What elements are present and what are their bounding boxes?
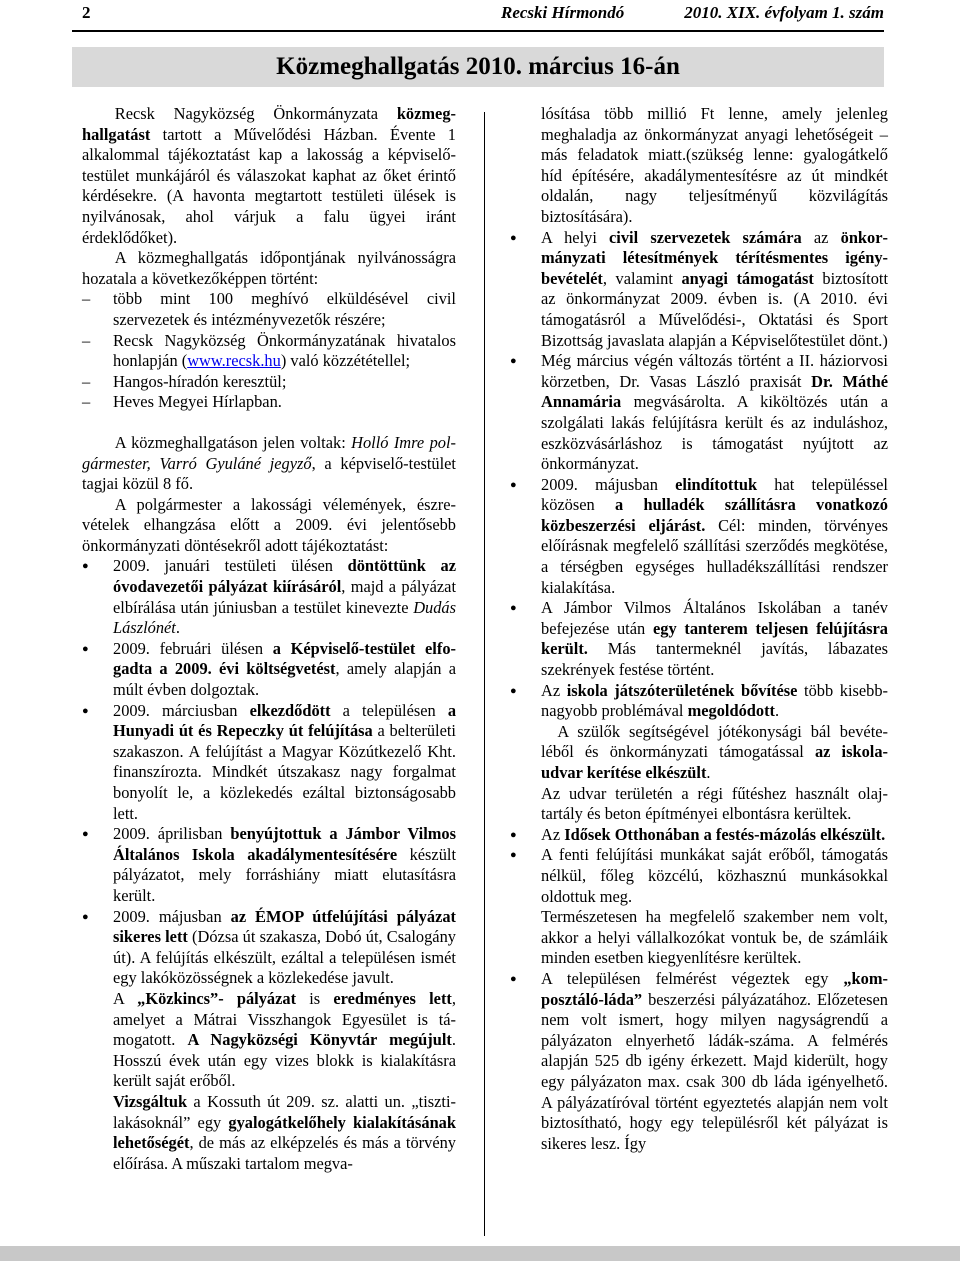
decision-item: ● 2009. májusban az ÉMOP útfelújítási pályázat sikeres lett (Dózsa út szakasza, Dobó út, Csalogány út). A felújítás elkészült, ezáltal a településen ismét egy lakóközösségnek a közlekedése javult. xyxy=(82,907,456,989)
footer-band xyxy=(0,1246,960,1261)
website-link[interactable]: www.recsk.hu xyxy=(187,351,281,371)
mayor-intro: A polgármester a lakossági vélemények, észrevételek elhangzása előtt a 2009. évi jelentősebb önkormányzati döntésekről adott tájékoztatást: xyxy=(82,494,456,555)
publication-title: Recski Hírmondó xyxy=(501,3,625,22)
article-title: Közmeghallgatás 2010. március 16-án xyxy=(72,47,884,87)
publicity-intro: A közmeghallgatás időpontjának nyilvánosságra hozatala a következőképpen történt: xyxy=(82,248,456,288)
decision-item: ● 2009. januári testületi ülésen döntöttünk az óvodavezetői pályázat kiírásáról, majd a pályázat elbírálása után júniusban a testület kinevezte Dudás Lászlónét. xyxy=(82,556,456,638)
right-item: ● Még március végén változás történt a II. háziorvosi körzetben, Dr. Vasas László praxisát Dr. Máthé Annamária megvásárolta. A kiköltözés után a szolgálati lakás felújításra került és az induláshoz, eszközvásárláshoz is támogatást nyújtott az önkormányzat. xyxy=(510,351,888,475)
publicity-list xyxy=(82,289,456,413)
playground-paragraph: A szülők segítségével jótékonysági bál bevételéből és önkormányzati támogatással az iskolaudvar kerítése elkészült. xyxy=(541,721,889,782)
decision-continuation-paragraph: A „Közkincs”- pályázat is eredményes lett, amelyet a Mátrai Visszhangok Egyesület is támogatott. A Nagyközségi Könyvtár megújult. Hosszú évek után egy vizes blokk is kialakításra került saját erőből. xyxy=(113,988,456,1091)
decision-item: ● 2009. márciusban elkezdődött a településen a Hunyadi út és Repeczky út felújítása a belterületi szakaszon. A felújítást a Magyar Közútkezelő Kht. finanszírozta. Mindkét útszakasz nagy forgalmat bonyolít le, a közlekedés ezáltal biztonságosabb lett. xyxy=(82,701,456,825)
right-item: ● Az Idősek Otthonában a festés-mázolás elkészült. xyxy=(510,825,888,846)
issue-label: 2010. XIX. évfolyam 1. szám xyxy=(684,3,884,22)
right-column xyxy=(510,104,888,1154)
works-paragraph: Természetesen ha megfelelő szakember nem volt, akkor a helyi vállalkozókat vontuk be, de számláik minden esetben kiegyenlítésre kerültek. xyxy=(541,907,888,968)
publicity-item: – Hangos-híradón keresztül; xyxy=(82,372,456,393)
page-number: 2 xyxy=(82,3,91,22)
decision-item: ● 2009. februári ülésen a Képviselő-testület elfogadta a 2009. évi költségvetést, amely alapján a múlt évben dolgoztak. xyxy=(82,639,456,701)
attendance-paragraph: A közmeghallgatáson jelen voltak: Holló Imre polgármester, Varró Gyuláné jegyző, a képviselő-testület tagjai közül 8 fő. xyxy=(82,432,456,494)
decision-continuation xyxy=(82,989,456,1174)
right-bullet-list xyxy=(510,228,888,1155)
left-column xyxy=(82,104,456,1174)
right-item: ● A településen felmérést végeztek egy „komposztáló-láda” beszerzési pályázatához. Előzetesen nem volt ismert, hogy milyen nagyságrendű a pályázaton elnyerhető ládák-száma. A felmérés alapján 525 db igény érkezett. Majd kiderült, hogy egy pályázaton max. csak 300 db láda igényelhető. A pályázatíróval történt egyeztetés alapján nem volt biztosítható, hogy egy településről két pályázat is sikeres lesz. Így xyxy=(510,969,888,1154)
decision-item: ● 2009. áprilisban benyújtottuk a Jámbor Vilmos Általános Iskola akadálymentesítésére készült pályázatot, mely forráshiány miatt elutasításra került. xyxy=(82,824,456,906)
publicity-item: – több mint 100 meghívó elküldésével civil szervezetek és intézményvezetők részére; xyxy=(82,289,456,330)
right-item: ● 2009. májusban elindítottuk hat településsel közösen a hulladék szállításra vonatkozó közbeszerzési eljárást. Cél: minden, törvényes előírásnak megfelelő szállítási szerződés megkötése, a térségben egységes hulladékszállítási rendszer kialakítása. xyxy=(510,475,888,599)
column-divider xyxy=(484,112,485,1236)
right-item: ● A fenti felújítási munkákat saját erőből, támogatás nélkül, főleg közcélú, közhasznú munkásokkal oldottuk meg. xyxy=(510,845,888,907)
intro-paragraph: Recsk Nagyközség Önkormányzata közmeghallgatást tartott a Művelődési Házban. Évente 1 alkalommal tájékoztatást kap a lakosság a képviselő-testület munkájáról és válaszokat kaphat az őket érintő kérdésekre. (A havonta megtartott testületi ülések is nyilvánosak, ahol várjuk a falu ügyei iránt érdeklődőket). xyxy=(82,104,456,247)
right-item: ● A helyi civil szervezetek számára az önkormányzati létesítmények térítésmentes igénybevételét, valamint anyagi támogatást biztosított az önkormányzat 2009. évben is. (A 2010. évi támogatásról a Művelődési-, Oktatási és Sport Bizottság javaslata alapján a Képviselőtestület dönt.) xyxy=(510,228,888,352)
decision-list xyxy=(82,556,456,988)
right-item: ● A Jámbor Vilmos Általános Iskolában a tanév befejezése után egy tanterem teljesen felújításra került. Más tantermeknél javítás, lábazates szekrények festése történt. xyxy=(510,598,888,680)
continuation-paragraph: lósítása több millió Ft lenne, amely jelenleg meghaladja az önkormányzat anyagi lehetőségeit – más feladatok miatt.(szükség lenne: gyalogátkelő híd építésére, akadálymentesítésre az út mindkét oldalán, nagy teljesítményű közvilágítás biztosítására). xyxy=(541,104,888,226)
playground-paragraph: Az udvar területén a régi fűtéshez használt olajtartály és beton építményei elbontásra kerültek. xyxy=(541,783,888,824)
right-item: ● Az iskola játszóterületének bővítése több kisebb-nagyobb problémával megoldódott. xyxy=(510,681,888,722)
publicity-item: – Heves Megyei Hírlapban. xyxy=(82,392,456,413)
decision-continuation-paragraph: Vizsgáltuk a Kossuth út 209. sz. alatti un. „tiszti-lakásoknál” egy gyalogátkelőhely kialakításának lehetőségét, de más az elképzelés és más a törvény előírása. A műszaki tartalom megva- xyxy=(113,1091,456,1173)
page-header xyxy=(72,0,884,32)
publicity-item: – Recsk Nagyközség Önkormányzatának hivatalos honlapján (www.recsk.hu) való közzététellel; xyxy=(82,331,456,372)
